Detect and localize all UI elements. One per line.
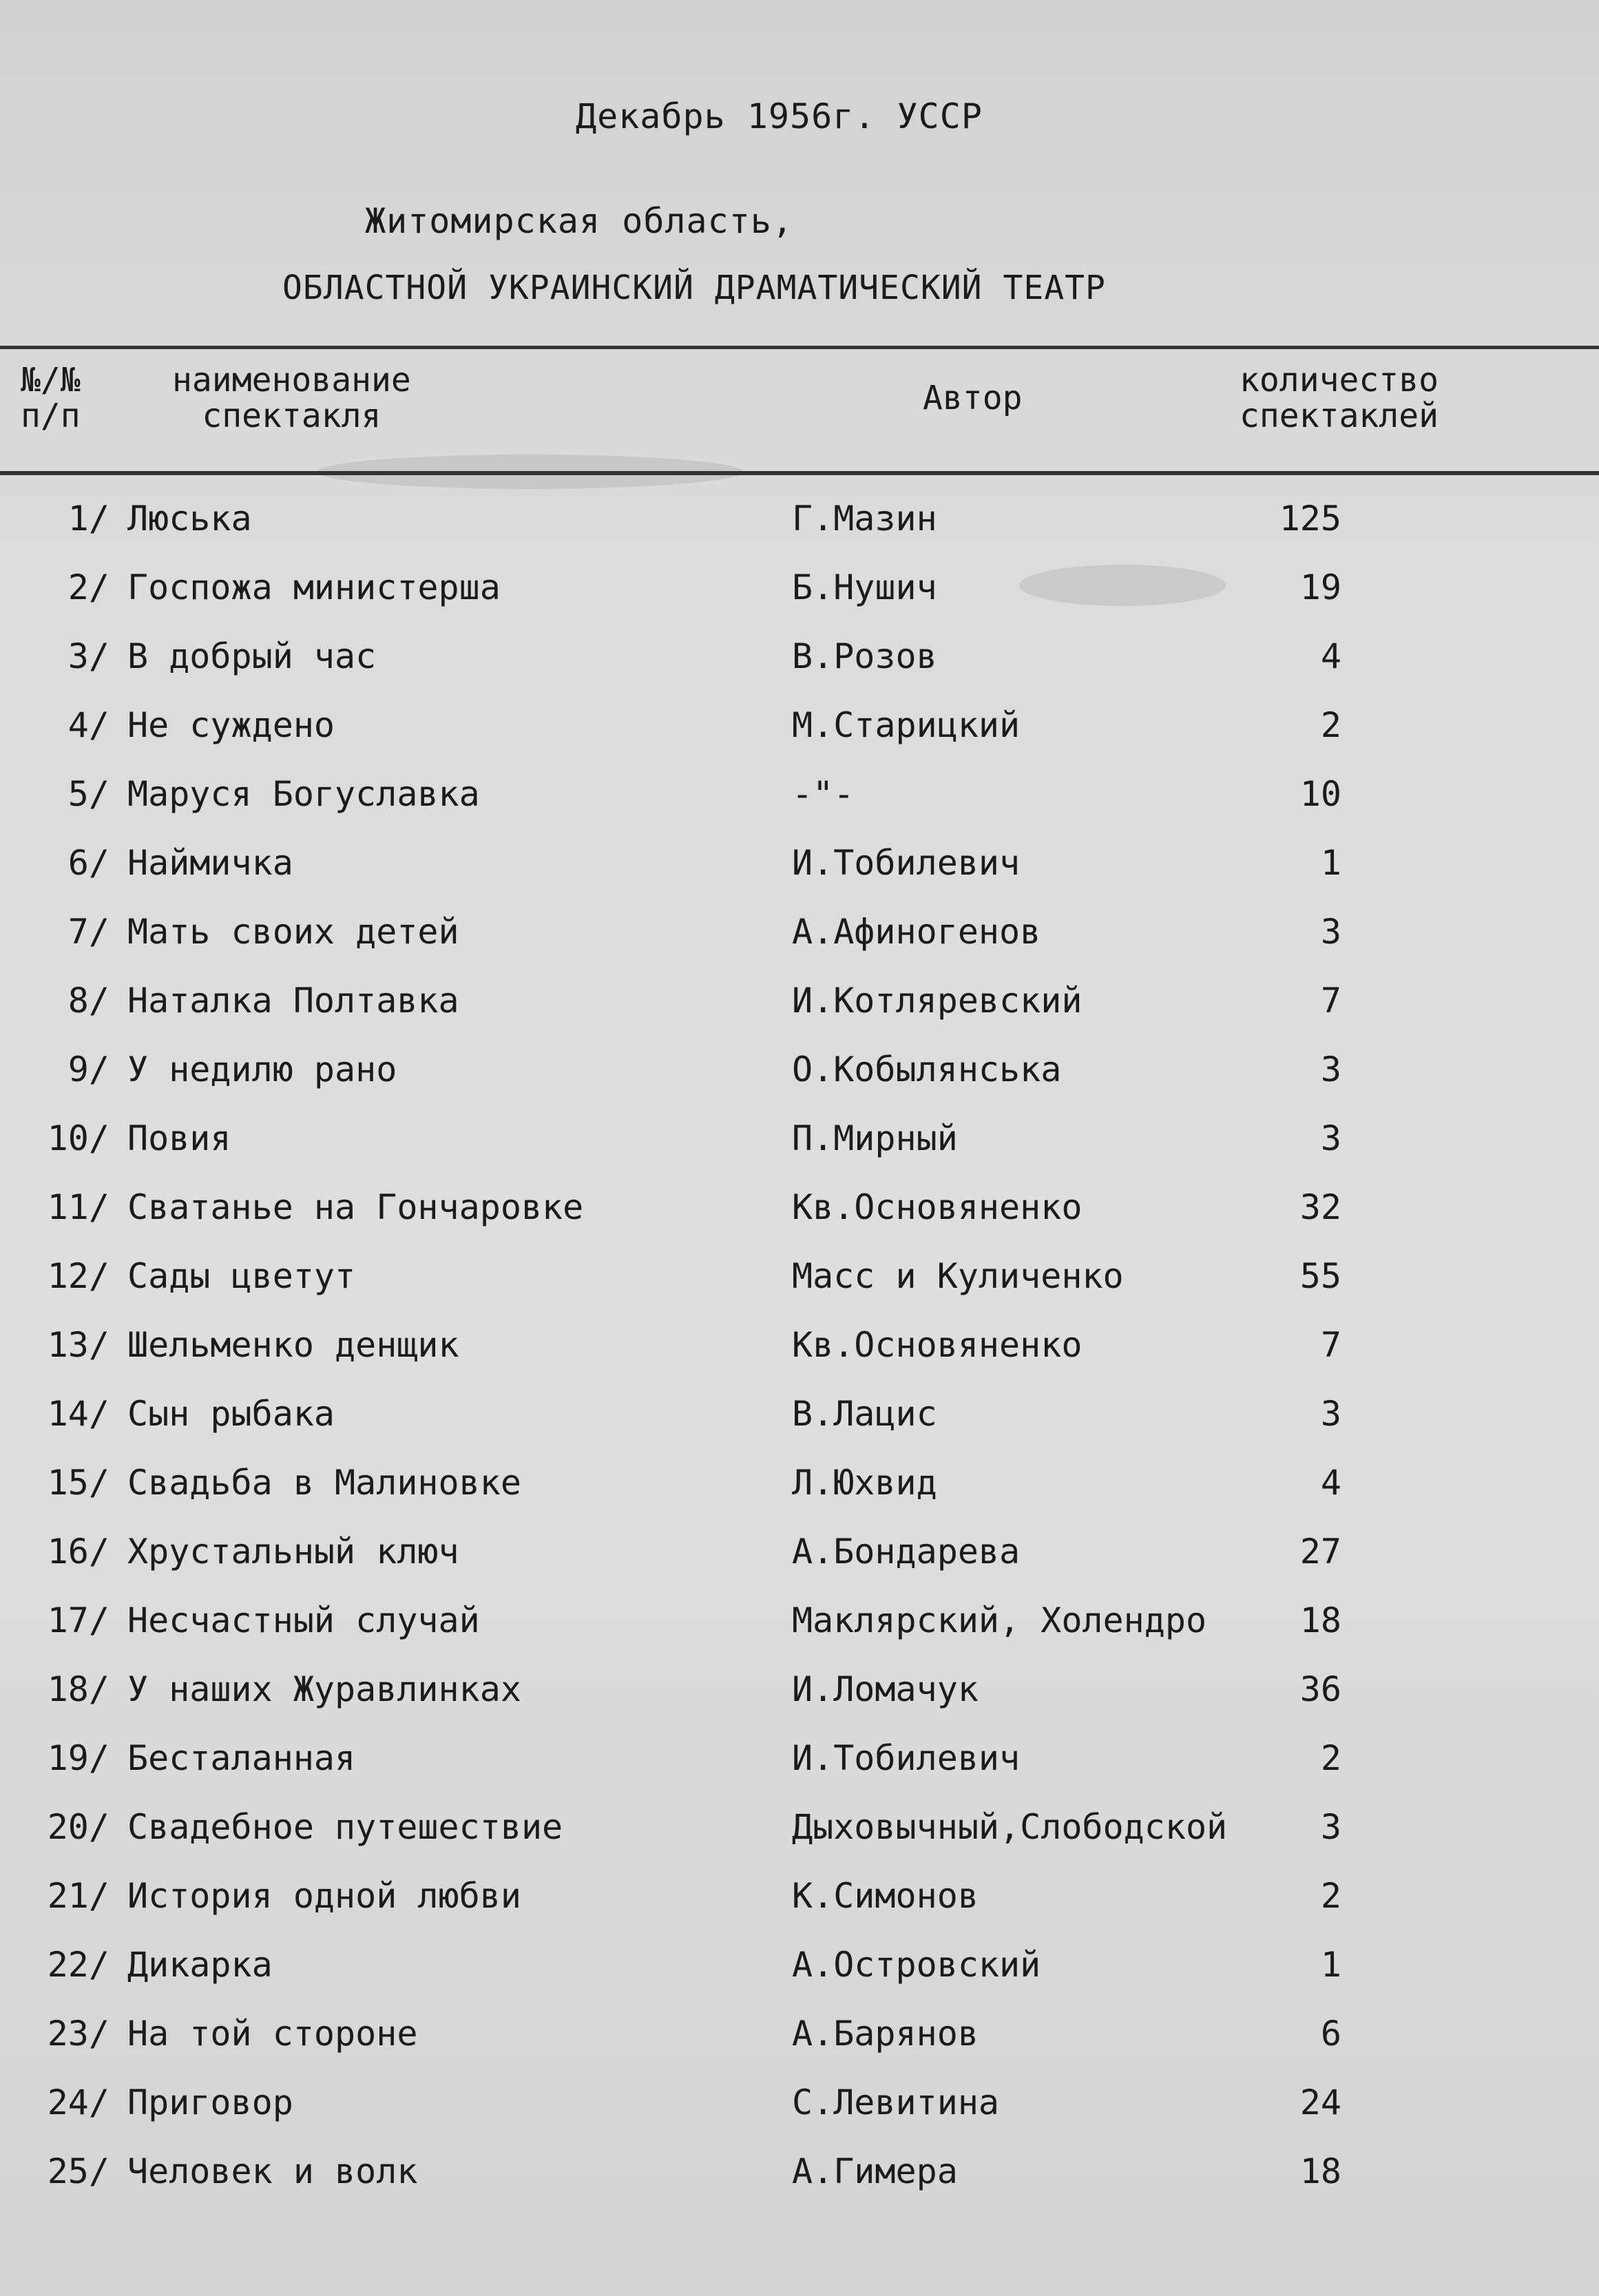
row-count: 7 [1320,1325,1341,1365]
row-count: 3 [1320,1050,1341,1089]
row-number: 11/ [47,1187,109,1227]
row-number: 5/ [67,774,109,814]
table-row [0,843,1599,891]
row-number: 6/ [67,843,109,883]
row-author: А.Бондарева [792,1532,1021,1572]
table-row [0,636,1599,685]
row-author: Кв.Основяненко [792,1187,1083,1227]
row-number: 13/ [47,1325,109,1365]
row-title: Сады цветут [127,1256,356,1296]
table-top-rule [0,346,1599,349]
row-count: 27 [1299,1532,1341,1572]
row-count: 2 [1320,1738,1341,1778]
row-count: 125 [1279,499,1341,539]
row-count: 18 [1299,2151,1341,2191]
row-count: 6 [1320,2014,1341,2054]
table-row [0,2014,1599,2062]
row-author: И.Котляревский [792,981,1083,1021]
row-number: 9/ [67,1050,109,1089]
row-count: 36 [1299,1669,1341,1709]
row-number: 17/ [47,1600,109,1640]
row-author: Кв.Основяненко [792,1325,1083,1365]
table-row [0,705,1599,753]
row-title: Приговор [127,2083,293,2122]
row-title: Сын рыбака [127,1394,335,1434]
row-author: П.Мирный [792,1118,958,1158]
row-author: В.Розов [792,636,937,676]
row-number: 14/ [47,1394,109,1434]
row-author: М.Старицкий [792,705,1021,745]
row-author: Дыховычный,Слободской [792,1807,1228,1847]
row-number: 1/ [67,499,109,539]
row-author: К.Симонов [792,1876,979,1916]
table-row [0,1876,1599,1924]
row-title: Дикарка [127,1945,273,1985]
table-row [0,774,1599,822]
table-row [0,1945,1599,1993]
table-row [0,1050,1599,1098]
table-row [0,567,1599,616]
row-number: 2/ [67,567,109,607]
table-row [0,1532,1599,1580]
row-count: 55 [1299,1256,1341,1296]
row-number: 22/ [47,1945,109,1985]
region-line: Житомирская область, [365,201,794,241]
row-count: 24 [1299,2083,1341,2122]
column-header-number: №/№ п/п [21,361,81,435]
row-number: 25/ [47,2151,109,2191]
row-number: 23/ [47,2014,109,2054]
row-title: Госпожа министерша [127,567,501,607]
table-row [0,1118,1599,1167]
row-author: О.Кобылянська [792,1050,1062,1089]
table-row [0,912,1599,960]
row-title: История одной любви [127,1876,521,1916]
row-count: 2 [1320,1876,1341,1916]
row-title: Люська [127,499,252,539]
row-number: 4/ [67,705,109,745]
row-count: 3 [1320,912,1341,952]
row-count: 4 [1320,636,1341,676]
row-count: 19 [1299,567,1341,607]
table-row [0,1187,1599,1235]
row-count: 1 [1320,843,1341,883]
row-number: 18/ [47,1669,109,1709]
row-count: 4 [1320,1463,1341,1503]
row-author: -"- [792,774,855,814]
row-author: Масс и Куличенко [792,1256,1124,1296]
table-row [0,2083,1599,2131]
row-count: 2 [1320,705,1341,745]
table-header-rule [0,471,1599,475]
row-count: 10 [1299,774,1341,814]
row-title: Несчастный случай [127,1600,480,1640]
row-title: Человек и волк [127,2151,418,2191]
column-header-author: Автор [923,379,1023,417]
row-author: Л.Юхвид [792,1463,937,1503]
row-title: Шельменко денщик [127,1325,459,1365]
row-author: А.Островский [792,1945,1041,1985]
table-row [0,1600,1599,1649]
table-row [0,1325,1599,1373]
row-author: И.Тобилевич [792,843,1021,883]
row-title: На той стороне [127,2014,418,2054]
row-number: 19/ [47,1738,109,1778]
row-title: Мать своих детей [127,912,459,952]
row-number: 15/ [47,1463,109,1503]
table-row [0,2151,1599,2200]
date-line: Декабрь 1956г. УССР [576,96,983,136]
row-number: 10/ [47,1118,109,1158]
row-title: Сватанье на Гончаровке [127,1187,584,1227]
table-row [0,1256,1599,1304]
row-count: 3 [1320,1118,1341,1158]
row-count: 3 [1320,1807,1341,1847]
table-row [0,1394,1599,1442]
table-row [0,1807,1599,1855]
row-title: Бесталанная [127,1738,356,1778]
table-row [0,499,1599,547]
row-author: Г.Мазин [792,499,937,539]
row-number: 21/ [47,1876,109,1916]
row-author: Б.Нушич [792,567,937,607]
row-author: И.Тобилевич [792,1738,1021,1778]
row-title: У наших Журавлинках [127,1669,521,1709]
row-author: И.Ломачук [792,1669,979,1709]
row-title: Не суждено [127,705,335,745]
row-number: 24/ [47,2083,109,2122]
row-author: А.Барянов [792,2014,979,2054]
theatre-title: ОБЛАСТНОЙ УКРАИНСКИЙ ДРАМАТИЧЕСКИЙ ТЕАТР [282,269,1106,307]
row-number: 8/ [67,981,109,1021]
row-author: С.Левитина [792,2083,1000,2122]
row-count: 1 [1320,1945,1341,1985]
row-number: 16/ [47,1532,109,1572]
row-title: У недилю рано [127,1050,397,1089]
row-author: А.Афиногенов [792,912,1041,952]
table-row [0,1738,1599,1786]
column-header-count: количество спектаклей [1240,361,1439,435]
row-number: 3/ [67,636,109,676]
row-title: Повия [127,1118,231,1158]
row-number: 12/ [47,1256,109,1296]
row-number: 7/ [67,912,109,952]
row-author: В.Лацис [792,1394,937,1434]
row-count: 32 [1299,1187,1341,1227]
row-title: Хрустальный ключ [127,1532,459,1572]
row-title: Свадебное путешествие [127,1807,563,1847]
row-count: 18 [1299,1600,1341,1640]
row-count: 7 [1320,981,1341,1021]
table-row [0,1669,1599,1718]
row-number: 20/ [47,1807,109,1847]
row-count: 3 [1320,1394,1341,1434]
row-title: Свадьба в Малиновке [127,1463,521,1503]
table-row [0,1463,1599,1511]
row-title: В добрый час [127,636,377,676]
row-title: Наталка Полтавка [127,981,459,1021]
column-header-name: наименование спектакля [172,361,411,435]
row-title: Наймичка [127,843,293,883]
row-title: Маруся Богуславка [127,774,480,814]
table-row [0,981,1599,1029]
row-author: А.Гимера [792,2151,958,2191]
row-author: Маклярский, Холендро [792,1600,1207,1640]
